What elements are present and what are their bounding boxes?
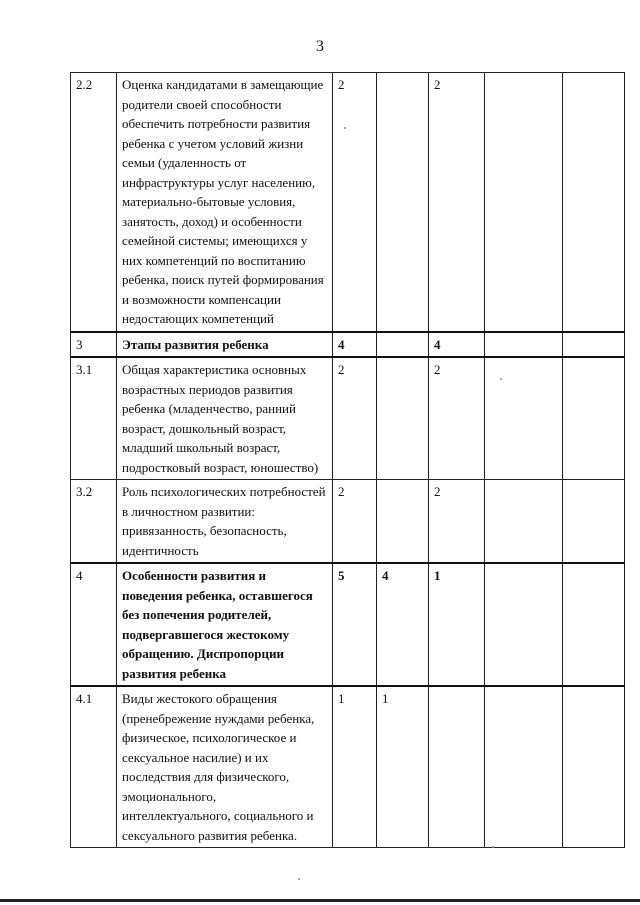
empty-cell <box>485 686 563 848</box>
table-row <box>71 480 625 564</box>
practice-hours-cell <box>429 686 485 848</box>
empty-cell <box>485 332 563 358</box>
scan-speck <box>492 846 494 848</box>
topic-cell: Оценка кандидатами в замещающие родители своей способности обеспечить потребности развития ребенка с учетом условий жизни семьи (удаленность от инфраструктуры услуг населению, материально-бытовые условия, занятость, доход) и особенности семейной системы; имеющихся у них компетенций по воспитанию ребенка, поиск путей формирования и возможности компенсации недостающих компетенций <box>117 73 333 332</box>
empty-cell <box>485 480 563 564</box>
lecture-hours-cell <box>377 480 429 564</box>
row-number-cell: 4.1 <box>71 686 117 848</box>
scan-bottom-edge <box>0 899 640 902</box>
topic-cell: Общая характеристика основных возрастных периодов развития ребенка (младенчество, ранний возраст, дошкольный возраст, младший школьный возраст, подростковый возраст, юношество) <box>117 357 333 480</box>
lecture-hours-cell: 1 <box>377 686 429 848</box>
scan-speck <box>298 878 300 880</box>
table-row-section <box>71 332 625 358</box>
practice-hours-cell: 2 <box>429 480 485 564</box>
row-number-cell: 2.2 <box>71 73 117 332</box>
topic-cell: Роль психологических потребностей в личностном развитии: привязанность, безопасность, идентичность <box>117 480 333 564</box>
empty-cell <box>563 357 625 480</box>
empty-cell <box>563 73 625 332</box>
row-number-cell: 3 <box>71 332 117 358</box>
topic-cell: Виды жестокого обращения (пренебрежение нуждами ребенка, физическое, психологическое и сексуальное насилие) и их последствия для физического, эмоционального, интеллектуального, социального и сексуального развития ребенка. <box>117 686 333 848</box>
practice-hours-cell: 4 <box>429 332 485 358</box>
practice-hours-cell: 2 <box>429 73 485 332</box>
practice-hours-cell: 2 <box>429 357 485 480</box>
section-title-cell: Особенности развития и поведения ребенка, оставшегося без попечения родителей, подвергавшегося жестокому обращению. Диспропорции развития ребенка <box>117 563 333 686</box>
table-row <box>71 686 625 848</box>
total-hours-cell: 2 <box>333 357 377 480</box>
lecture-hours-cell <box>377 357 429 480</box>
total-hours-cell: 5 <box>333 563 377 686</box>
section-title-cell: Этапы развития ребенка <box>117 332 333 358</box>
curriculum-table <box>70 72 625 848</box>
empty-cell <box>485 73 563 332</box>
total-hours-cell: 2 <box>333 480 377 564</box>
lecture-hours-cell <box>377 73 429 332</box>
empty-cell <box>485 563 563 686</box>
lecture-hours-cell <box>377 332 429 358</box>
total-hours-cell: 4 <box>333 332 377 358</box>
scan-speck <box>500 378 502 380</box>
empty-cell <box>563 563 625 686</box>
empty-cell <box>563 480 625 564</box>
row-number-cell: 4 <box>71 563 117 686</box>
lecture-hours-cell: 4 <box>377 563 429 686</box>
total-hours-cell: 1 <box>333 686 377 848</box>
table-row-section <box>71 563 625 686</box>
table-row <box>71 357 625 480</box>
empty-cell <box>485 357 563 480</box>
empty-cell <box>563 332 625 358</box>
row-number-cell: 3.2 <box>71 480 117 564</box>
page-number: 3 <box>316 38 324 55</box>
scan-speck <box>344 127 346 129</box>
row-number-cell: 3.1 <box>71 357 117 480</box>
table-row <box>71 73 625 332</box>
empty-cell <box>563 686 625 848</box>
total-hours-cell: 2 <box>333 73 377 332</box>
practice-hours-cell: 1 <box>429 563 485 686</box>
